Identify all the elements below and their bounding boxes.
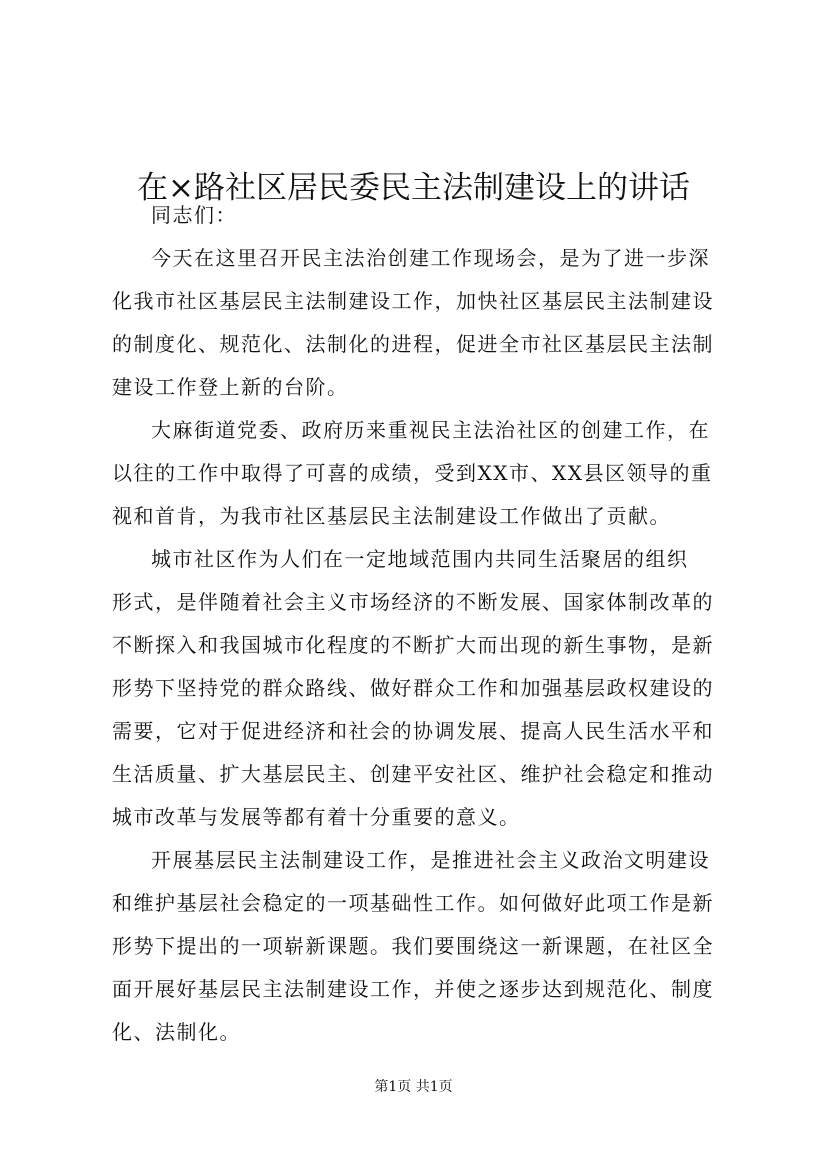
document-title: 在×路社区居民委民主法制建设上的讲话 [137, 169, 690, 206]
paragraph-line: 不断探入和我国城市化程度的不断扩大而出现的新生事物，是新 [112, 633, 714, 657]
paragraph-4 [112, 839, 722, 1054]
document-body [112, 194, 722, 1054]
paragraph-line: 形式，是伴随着社会主义市场经济的不断发展、国家体制改革的 [112, 590, 714, 614]
paragraph-line: 化、法制化。 [112, 1020, 241, 1044]
paragraph-line: 的制度化、规范化、法制化的进程，促进全市社区基层民主法制 [112, 332, 714, 356]
paragraph-line: 大麻街道党委、政府历来重视民主法治社区的创建工作，在 [151, 418, 710, 442]
paragraph-2 [112, 409, 722, 538]
paragraph-line: 今天在这里召开民主法治创建工作现场会，是为了进一步深 [151, 246, 710, 270]
paragraph-line: 城市社区作为人们在一定地域范围内共同生活聚居的组织 [151, 547, 689, 571]
paragraph-line: 形势下提出的一项崭新课题。我们要围绕这一新课题，在社区全 [112, 934, 714, 958]
salutation: 同志们： [151, 203, 237, 227]
paragraph-line: 需要，它对于促进经济和社会的协调发展、提高人民生活水平和 [112, 719, 714, 743]
page-footer: 第1页 共1页 [374, 1079, 453, 1095]
paragraph-1 [112, 237, 722, 409]
paragraph-line: 和维护基层社会稳定的一项基础性工作。如何做好此项工作是新 [112, 891, 714, 915]
paragraph-line: 面开展好基层民主法制建设工作，并使之逐步达到规范化、制度 [112, 977, 714, 1001]
paragraph-line: 以往的工作中取得了可喜的成绩，受到XX市、XX县区领导的重 [112, 461, 713, 485]
paragraph-line: 化我市社区基层民主法制建设工作，加快社区基层民主法制建设 [112, 289, 714, 313]
paragraph-line: 建设工作登上新的台阶。 [112, 375, 349, 399]
paragraph-line: 城市改革与发展等都有着十分重要的意义。 [112, 805, 521, 829]
paragraph-line: 视和首肯，为我市社区基层民主法制建设工作做出了贡献。 [112, 504, 671, 528]
paragraph-line: 生活质量、扩大基层民主、创建平安社区、维护社会稳定和推动 [112, 762, 714, 786]
paragraph-line: 开展基层民主法制建设工作，是推进社会主义政治文明建设 [151, 848, 710, 872]
paragraph-3 [112, 538, 722, 839]
paragraph-line: 形势下坚持党的群众路线、做好群众工作和加强基层政权建设的 [112, 676, 714, 700]
